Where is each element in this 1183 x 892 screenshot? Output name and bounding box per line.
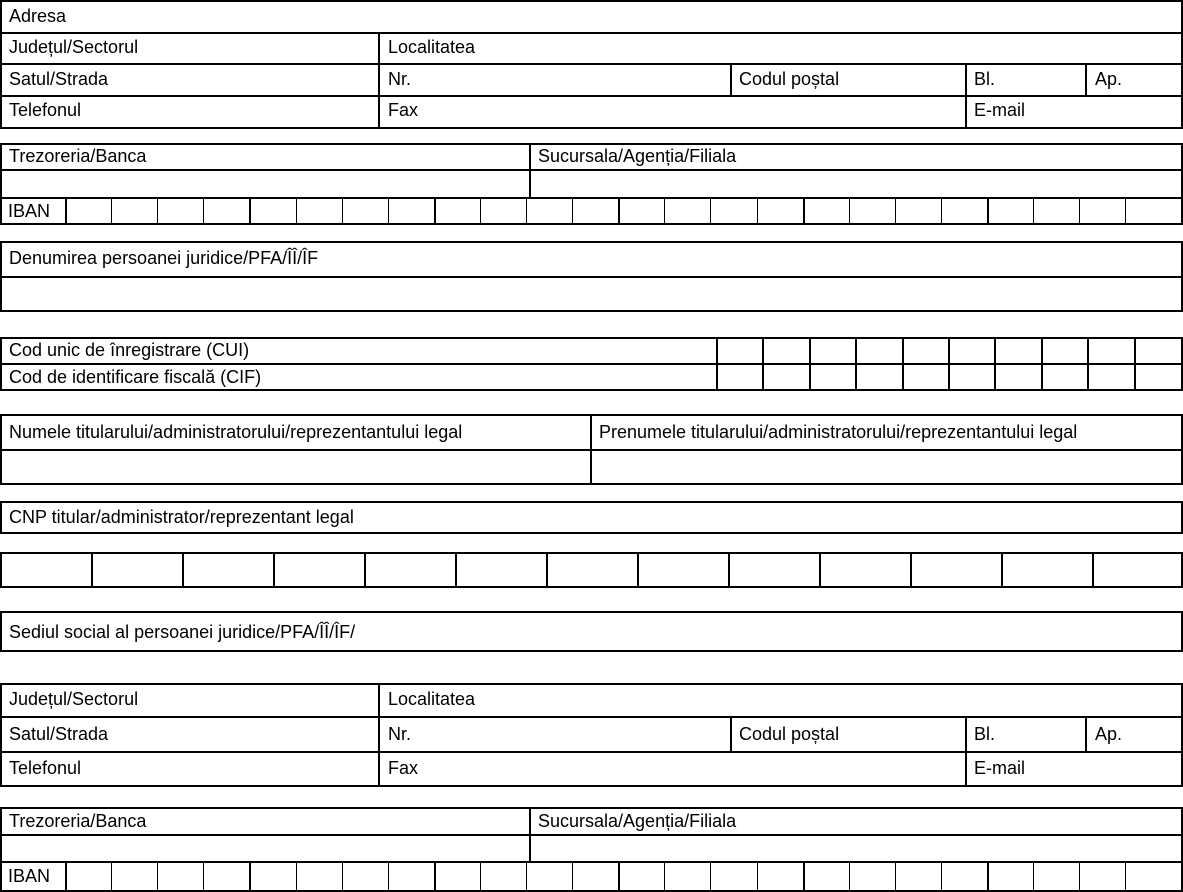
sediu-strada-label: Satul/Strada [9,724,109,744]
address-nr-label: Nr. [388,69,412,89]
address-bl-label: Bl. [974,69,996,89]
bank2-iban-label: IBAN [8,866,51,886]
bank1-sucursala-field[interactable] [531,171,1181,197]
address-email-label: E-mail [974,100,1026,120]
cui-label: Cod unic de înregistrare (CUI) [9,340,250,360]
sediu-localitate-label: Localitatea [388,689,476,709]
bank1-sucursala-label: Sucursala/Agenția/Filiala [538,146,737,166]
bank2-banca-field[interactable] [2,836,529,861]
address-telefon-label: Telefonul [9,100,82,120]
sediu-telefon-label: Telefonul [9,758,82,778]
titular-prenume-label: Prenumele titularului/administratorului/reprezentantului legal [599,422,1078,442]
cif-label: Cod de identificare fiscală (CIF) [9,367,262,387]
sediu-nr-label: Nr. [388,724,412,744]
denumire-label: Denumirea persoanei juridice/PFA/ÎÎ/ÎF [9,248,319,268]
bank1-iban-field[interactable] [0,199,1183,223]
bank1-banca-label: Trezoreria/Banca [9,146,147,166]
address-title: Adresa [9,6,67,26]
address-cod-postal-label: Codul poștal [739,69,840,89]
address-localitate-label: Localitatea [388,37,476,57]
denumire-field[interactable] [2,278,1181,310]
cui-field[interactable] [0,339,1183,389]
sediu-ap-label: Ap. [1095,724,1123,744]
cnp-label: CNP titular/administrator/reprezentant legal [9,507,354,527]
address-fax-label: Fax [388,100,419,120]
bank1-iban-label: IBAN [8,201,51,221]
address-telefon-field[interactable] [2,97,378,127]
address-judet-field[interactable] [2,34,378,63]
address-ap-label: Ap. [1095,69,1123,89]
sediu-bl-label: Bl. [974,724,996,744]
sediu-judet-field[interactable] [2,685,378,716]
sediu-judet-label: Județul/Sectorul [9,689,139,709]
bank2-sucursala-label: Sucursala/Agenția/Filiala [538,811,737,831]
bank2-banca-label: Trezoreria/Banca [9,811,147,831]
bank2-iban-field[interactable] [0,863,1183,890]
titular-nume-field[interactable] [2,451,590,483]
sediu-email-label: E-mail [974,758,1026,778]
bank1-banca-field[interactable] [2,171,529,197]
sediu-localitate-field[interactable] [380,685,1181,716]
titular-nume-label: Numele titularului/administratorului/reprezentantului legal [9,422,463,442]
sediu-cod-postal-label: Codul poștal [739,724,840,744]
sediu-fax-label: Fax [388,758,419,778]
bank2-sucursala-field[interactable] [531,836,1181,861]
sediu-title: Sediul social al persoanei juridice/PFA/ÎÎ/ÎF/ [9,622,356,642]
address-localitate-field[interactable] [380,34,1181,63]
address-judet-label: Județul/Sectorul [9,37,139,57]
titular-prenume-field[interactable] [592,451,1181,483]
address-strada-label: Satul/Strada [9,69,109,89]
